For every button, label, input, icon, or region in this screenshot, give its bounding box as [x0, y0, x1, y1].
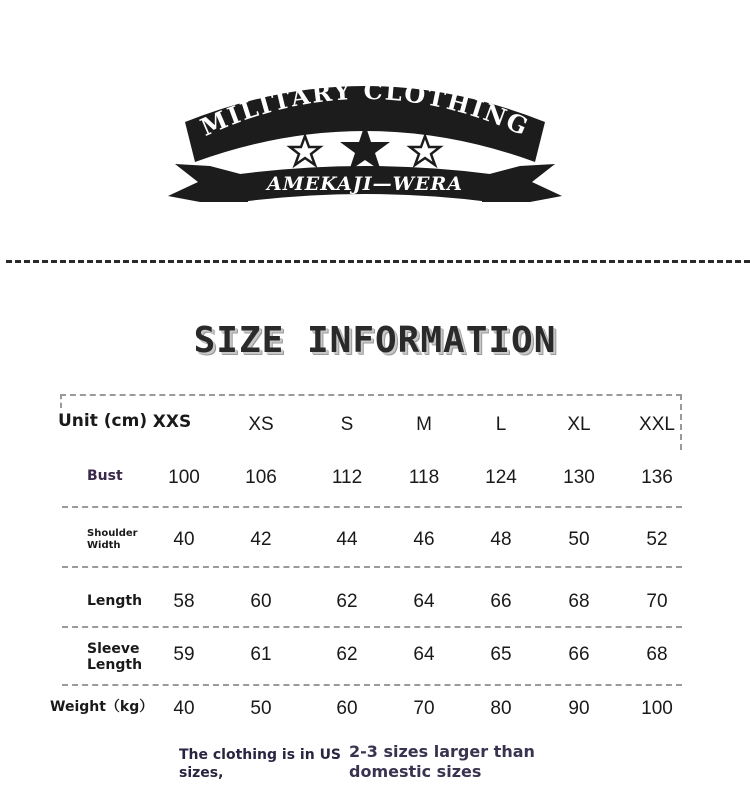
row-label-line: Length: [87, 657, 143, 673]
brand-subtitle: AMEKAJI—WERA: [267, 173, 463, 195]
size-header-s: S: [340, 414, 354, 435]
table-cell: 50: [250, 698, 272, 719]
row-label-weight: Weight（kg）: [50, 699, 154, 715]
star-icon: [410, 136, 440, 165]
row-label-shoulder-width: [87, 528, 138, 552]
row-label-line: Sleeve: [87, 641, 140, 657]
star-icon: [290, 136, 320, 165]
table-cell: 65: [490, 644, 512, 665]
table-cell: 124: [485, 467, 517, 488]
table-cell: 46: [413, 529, 435, 550]
table-cell: 118: [408, 467, 440, 488]
size-header-xl: XL: [567, 414, 591, 435]
table-cell: 100: [641, 698, 673, 719]
row-divider: [62, 506, 682, 508]
section-divider: [6, 260, 750, 263]
table-cell: 66: [568, 644, 590, 665]
table-cell: 70: [413, 698, 435, 719]
table-cell: 136: [641, 467, 673, 488]
table-cell: 70: [646, 591, 668, 612]
size-header-xxs: XXS: [152, 412, 192, 432]
row-label-line: Width: [87, 540, 121, 551]
table-cell: 48: [490, 529, 512, 550]
table-border: [60, 394, 62, 408]
size-header-m: M: [416, 414, 432, 435]
row-label-length: Length: [87, 593, 143, 609]
table-cell: 61: [250, 644, 272, 665]
size-header-l: L: [495, 414, 507, 435]
table-cell: 130: [563, 467, 595, 488]
table-cell: 40: [173, 698, 195, 719]
page-title: SIZE INFORMATION: [193, 320, 557, 361]
table-cell: 58: [173, 591, 195, 612]
table-cell: 68: [568, 591, 590, 612]
table-cell: 112: [331, 467, 363, 488]
row-label-sleeve-length: [87, 641, 142, 673]
sizing-note-emphasis: 2-3 sizes larger than domestic sizes: [349, 742, 535, 781]
size-header-xs: XS: [248, 414, 274, 435]
table-cell: 100: [168, 467, 200, 488]
table-cell: 66: [490, 591, 512, 612]
table-cell: 50: [568, 529, 590, 550]
table-cell: 59: [173, 644, 195, 665]
table-border: [680, 394, 682, 450]
row-label-line: Shoulder: [87, 528, 138, 539]
table-cell: 60: [336, 698, 358, 719]
row-label-bust: Bust: [87, 468, 123, 484]
row-divider: [62, 684, 682, 686]
size-header-xxl: XXL: [639, 414, 675, 435]
table-cell: 60: [250, 591, 272, 612]
brand-title: MILITARY CLOTHING: [196, 75, 535, 142]
table-cell: 42: [250, 529, 272, 550]
table-cell: 64: [413, 644, 435, 665]
table-cell: 80: [490, 698, 512, 719]
table-cell: 64: [413, 591, 435, 612]
table-cell: 106: [245, 467, 277, 488]
table-cell: 40: [173, 529, 195, 550]
row-divider: [62, 626, 682, 628]
table-cell: 62: [336, 644, 358, 665]
table-cell: 52: [646, 529, 668, 550]
sizing-note: The clothing is in US sizes,: [179, 747, 342, 781]
table-border: [60, 394, 682, 396]
table-cell: 90: [568, 698, 590, 719]
row-divider: [62, 566, 682, 568]
table-cell: 68: [646, 644, 668, 665]
table-cell: 44: [336, 529, 358, 550]
unit-label: Unit (cm): [58, 411, 148, 431]
table-cell: 62: [336, 591, 358, 612]
